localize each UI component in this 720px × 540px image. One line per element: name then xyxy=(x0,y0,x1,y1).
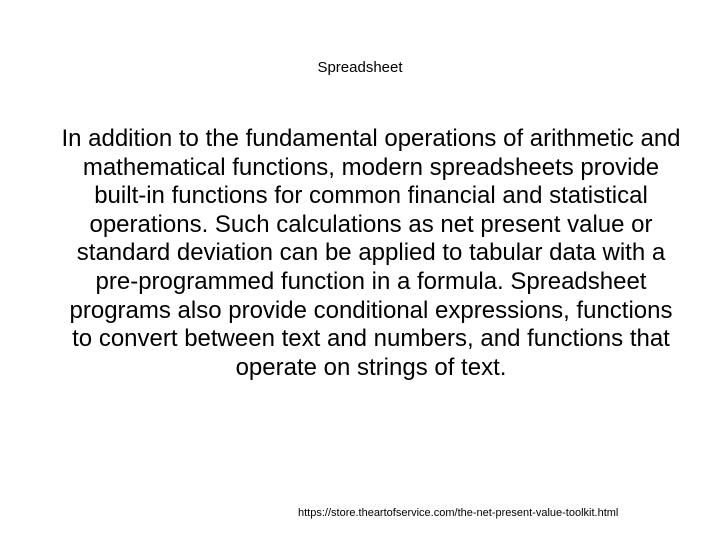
footer-link[interactable]: https://store.theartofservice.com/the-net-present-value-toolkit.html xyxy=(298,507,619,519)
slide-body-paragraph: In addition to the fundamental operations of arithmetic and mathematical functions, modern spreadsheets provide built-in functions for common financial and statistical operations. Such calculations as net present value or standard deviation can be applied to tabular data with a pre-programmed function in a formula. Spreadsheet programs also provide conditional expressions, functions to convert between text and numbers, and functions that operate on strings of text. xyxy=(61,125,681,381)
slide-title: Spreadsheet xyxy=(317,59,403,76)
